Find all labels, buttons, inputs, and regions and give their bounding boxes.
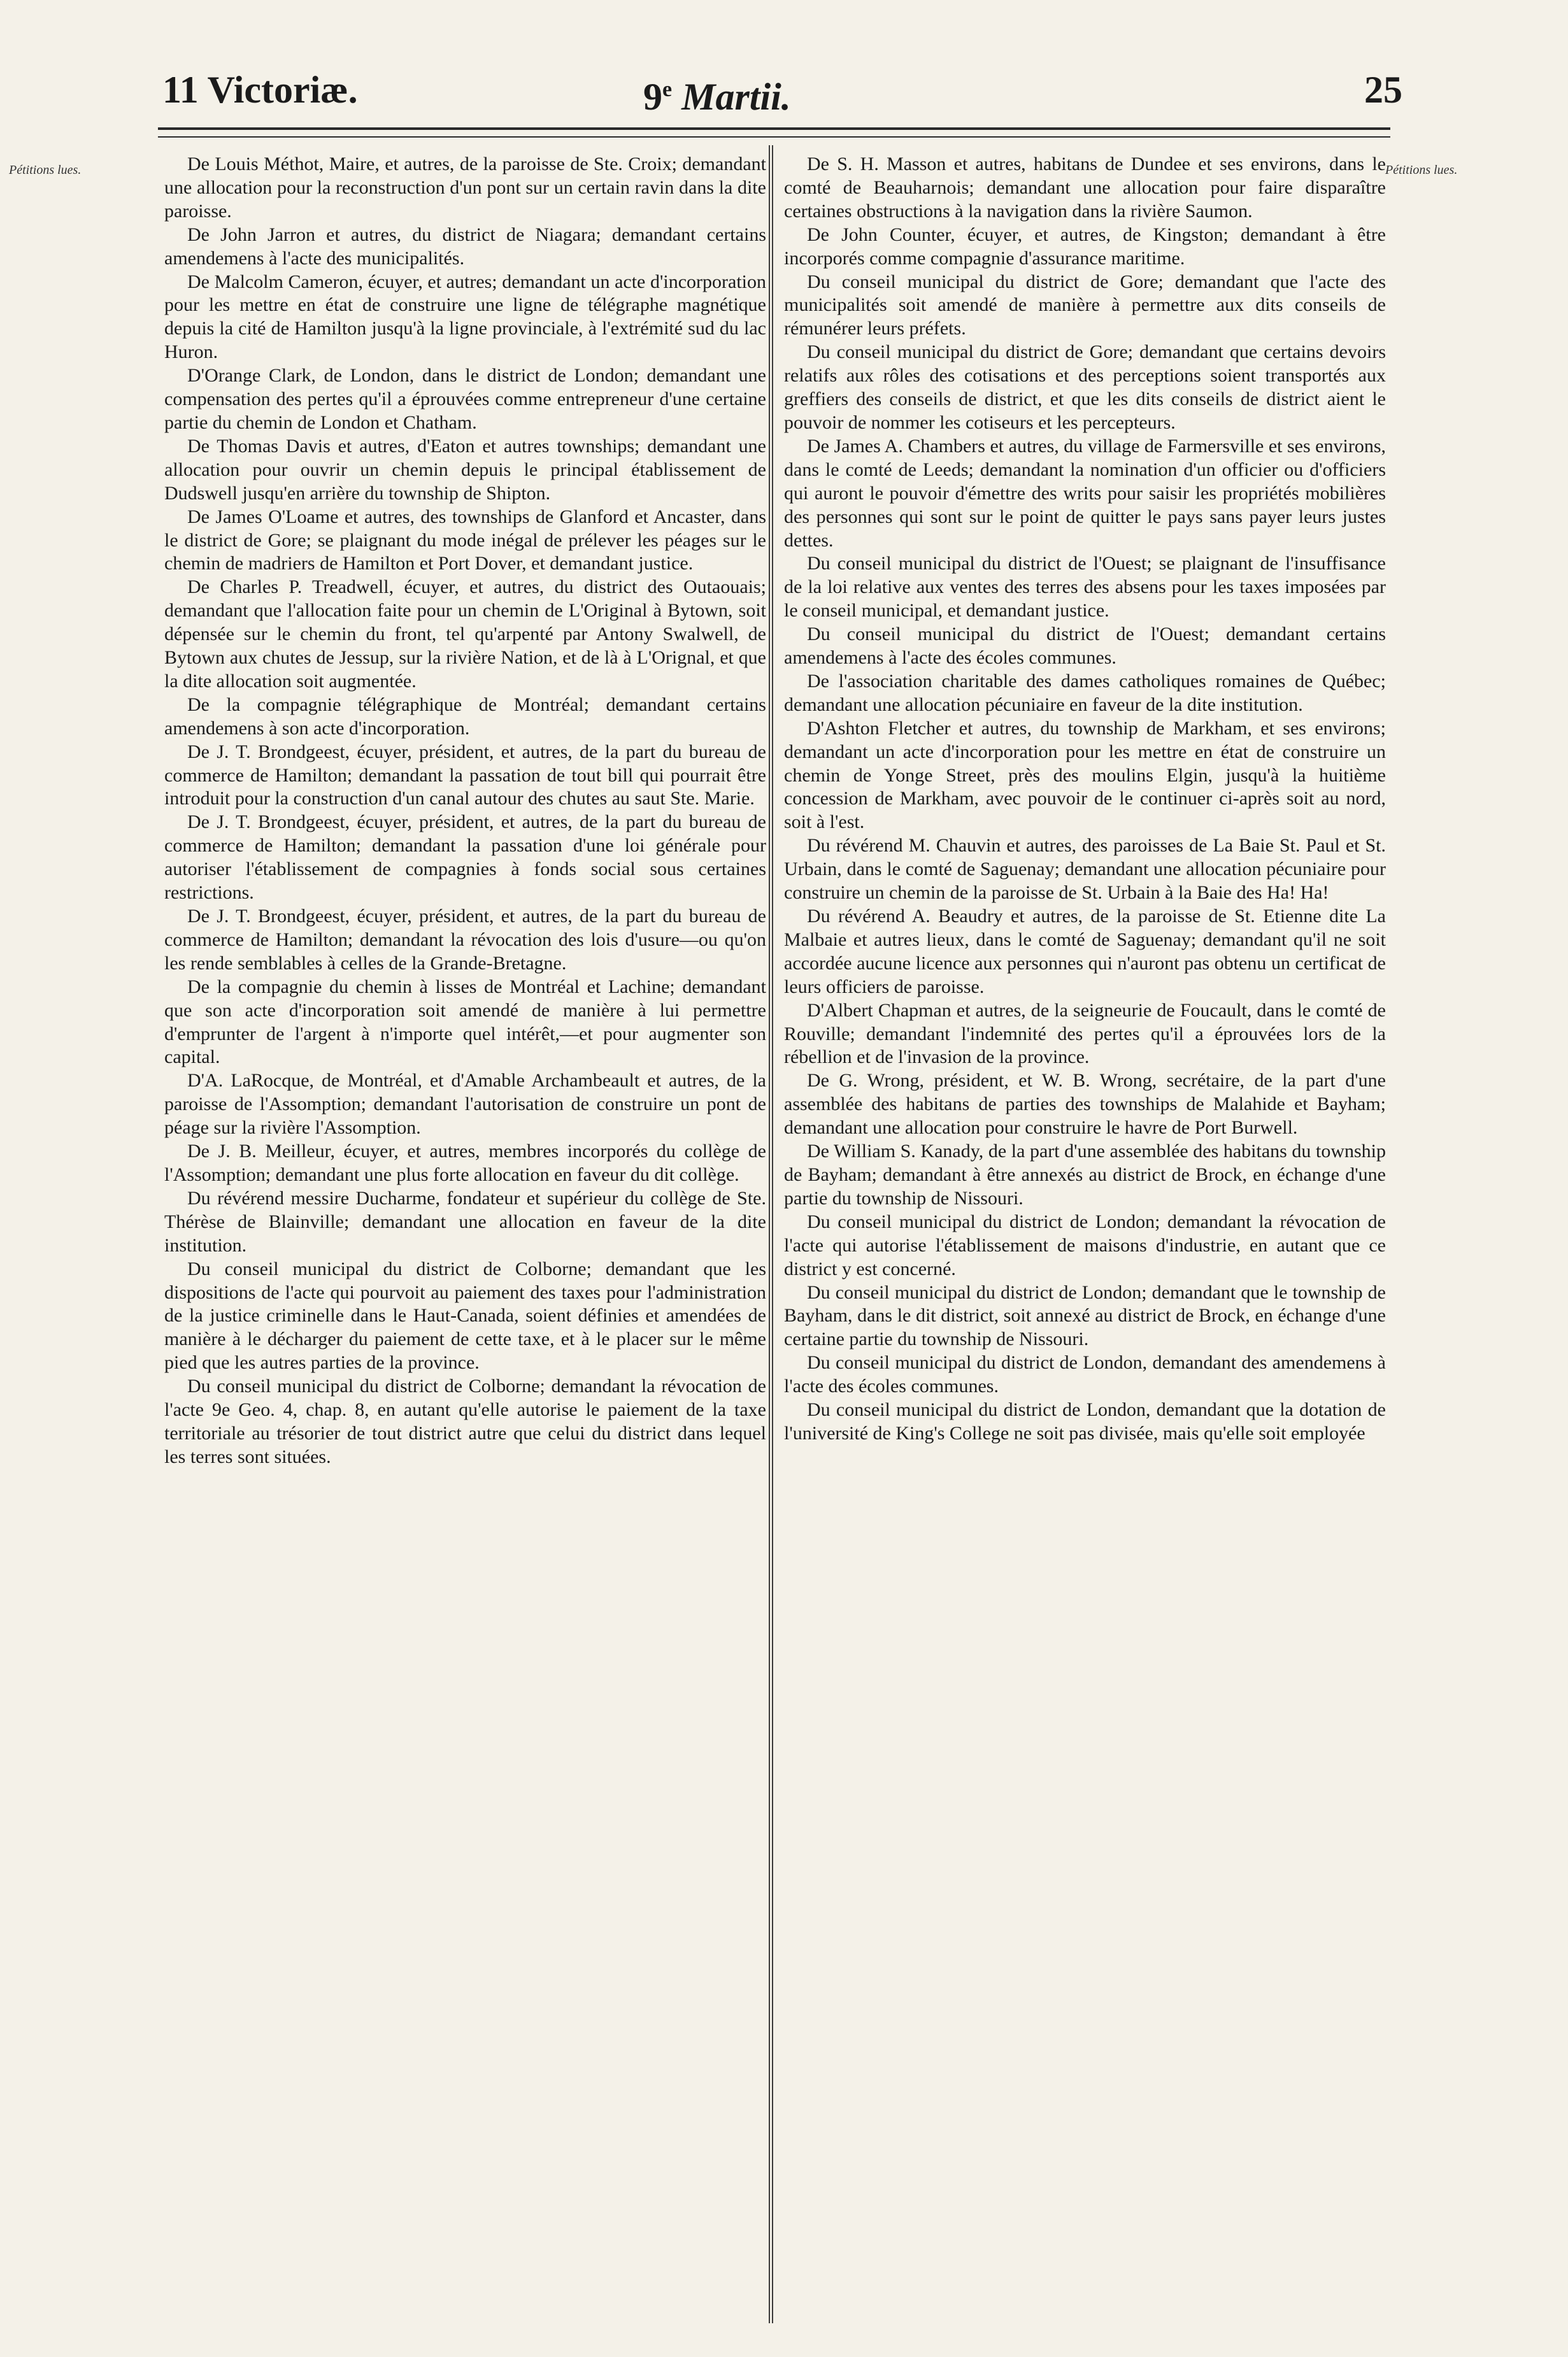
petition-entry: Du conseil municipal du district de Colborne; demandant la révocation de l'acte 9e Geo. 4, chap. 8, en autant qu'elle autorise le paiement de la taxe territoriale au trésorier de tout district autre que celui du district dans lequel les terres sont situées. <box>164 1376 766 1467</box>
petition-entry: De Thomas Davis et autres, d'Eaton et autres townships; demandant une allocation pour ouvrir un chemin depuis le principal établissement de Dudswell jusqu'en arrière du township de Shipton. <box>164 435 766 504</box>
right-column <box>784 153 1386 1446</box>
date-day: 9 <box>643 76 662 118</box>
margin-note-left: Pétitions lues. <box>9 163 82 177</box>
petition-entry: De William S. Kanady, de la part d'une assemblée des habitans du township de Bayham; demandant à être annexés au district de Brock, en échange d'une partie du township de Nissouri. <box>784 1141 1386 1209</box>
petition-entry: De Charles P. Treadwell, écuyer, et autres, du district des Outaouais; demandant que l'allocation faite pour un chemin de L'Original à Bytown, soit dépensée sur le chemin du front, tel qu'arpenté par Antony Swalwell, de Bytown aux chutes de Jessup, sur la rivière Nation, et de là à L'Orignal, et que la dite allocation soit augmentée. <box>164 576 766 692</box>
header-rule <box>158 127 1390 130</box>
date-month: Martii. <box>681 76 791 118</box>
petition-entry: Du conseil municipal du district de Gore; demandant que l'acte des municipalités soit amendé de manière à permettre aux dits conseils de rémunérer leurs préfets. <box>784 271 1386 339</box>
left-column <box>164 153 766 1469</box>
page-header <box>0 61 1568 118</box>
petition-entry: Du conseil municipal du district de London; demandant la révocation de l'acte qui autorise l'établissement de maisons d'industrie, en autant que ce district y est concerné. <box>784 1211 1386 1279</box>
petition-entry: De James A. Chambers et autres, du village de Farmersville et ses environs, dans le comté de Leeds; demandant la nomination d'un officier ou d'officiers qui auront le pouvoir d'émettre des writs pour saisir les propriétés mobilières des personnes qui sont sur le point de quitter le pays sans payer leurs justes dettes. <box>784 435 1386 551</box>
petition-entry: D'Ashton Fletcher et autres, du township de Markham, et ses environs; demandant un acte d'incorporation pour les mettre en état de construire un chemin de Yonge Street, près des moulins Elgin, jusqu'à la huitième concession de Markham, avec pouvoir de le continuer ci-après soit au nord, soit à l'est. <box>784 717 1386 833</box>
petition-entry: Du conseil municipal du district de Colborne; demandant que les dispositions de l'acte qui pourvoit au paiement des taxes pour l'administration de la justice criminelle dans le Haut-Canada, soient définies et amendées de manière à le décharger du paiement de cette taxe, et à le placer sur le même pied que les autres parties de la province. <box>164 1258 766 1374</box>
margin-note-right: Pétitions lues. <box>1385 163 1458 177</box>
petition-entry: De la compagnie télégraphique de Montréal; demandant certains amendemens à son acte d'incorporation. <box>164 694 766 739</box>
page-number: 25 <box>1364 69 1402 111</box>
petition-entry: Du conseil municipal du district de l'Ouest; demandant certains amendemens à l'acte des écoles communes. <box>784 623 1386 669</box>
petition-entry: De John Jarron et autres, du district de Niagara; demandant certains amendemens à l'acte des municipalités. <box>164 224 766 269</box>
header-rule-thin <box>158 136 1390 138</box>
date-day-suffix: e <box>662 78 673 101</box>
column-divider <box>769 145 773 2323</box>
petition-entry: Du conseil municipal du district de Gore; demandant que certains devoirs relatifs aux rôles des cotisations et des perceptions soient transportés aux greffiers des conseils de district, et que les dits conseils de district aient le pouvoir de nommer les cotiseurs et les percepteurs. <box>784 341 1386 433</box>
petition-entry: De J. T. Brondgeest, écuyer, président, et autres, de la part du bureau de commerce de Hamilton; demandant la passation d'une loi générale pour autoriser l'établissement de compagnies à fonds social sous certaines restrictions. <box>164 811 766 904</box>
petition-entry: De la compagnie du chemin à lisses de Montréal et Lachine; demandant que son acte d'incorporation soit amendé de manière à lui permettre d'emprunter de l'argent à n'importe quel intérêt,—et pour augmenter son capital. <box>164 976 766 1068</box>
petition-entry: D'Albert Chapman et autres, de la seigneurie de Foucault, dans le comté de Rouville; demandant l'indemnité des pertes qu'il a éprouvées lors de la rébellion et de l'invasion de la province. <box>784 999 1386 1068</box>
petition-entry: De J. B. Meilleur, écuyer, et autres, membres incorporés du collège de l'Assomption; demandant une plus forte allocation en faveur du dit collège. <box>164 1141 766 1185</box>
petition-entry: De J. T. Brondgeest, écuyer, président, et autres, de la part du bureau de commerce de Hamilton; demandant la révocation des lois d'usure—ou qu'on les rende semblables à celles de la Grande-Bretagne. <box>164 906 766 974</box>
petition-entry: De John Counter, écuyer, et autres, de Kingston; demandant à être incorporés comme compagnie d'assurance maritime. <box>784 224 1386 269</box>
petition-entry: De J. T. Brondgeest, écuyer, président, et autres, de la part du bureau de commerce de Hamilton; demandant la passation de tout bill qui pourrait être introduit pour la construction d'un canal autour des chutes au saut Ste. Marie. <box>164 741 766 809</box>
petition-entry: De l'association charitable des dames catholiques romaines de Québec; demandant une allocation pécuniaire en faveur de la dite institution. <box>784 670 1386 715</box>
petition-entry: Du révérend M. Chauvin et autres, des paroisses de La Baie St. Paul et St. Urbain, dans le comté de Saguenay; demandant une allocation pécuniaire pour construire un chemin de la paroisse de St. Urbain à la Baie des Ha! Ha! <box>784 835 1386 904</box>
session-date <box>643 61 791 125</box>
petition-entry: Du conseil municipal du district de London, demandant des amendemens à l'acte des écoles communes. <box>784 1352 1386 1397</box>
petition-entry: Du révérend A. Beaudry et autres, de la paroisse de St. Etienne dite La Malbaie et autres lieux, dans le comté de Saguenay; demandant qu'il ne soit accordée aucune licence aux personnes qui n'auront pas obtenu un certificat de leurs officiers de paroisse. <box>784 906 1386 997</box>
petition-entry: Du révérend messire Ducharme, fondateur et supérieur du collège de Ste. Thérèse de Blainville; demandant une allocation en faveur de la dite institution. <box>164 1187 766 1256</box>
petition-entry: Du conseil municipal du district de London; demandant que le township de Bayham, dans le dit district, soit annexé au district de Brock, en échange d'une certaine partie du township de Nissouri. <box>784 1281 1386 1350</box>
petition-entry: De James O'Loame et autres, des townships de Glanford et Ancaster, dans le district de Gore; se plaignant du mode inégal de prélever les péages sur le chemin de madriers de Hamilton et Port Dover, et demandant justice. <box>164 506 766 574</box>
petition-entry: De Malcolm Cameron, écuyer, et autres; demandant un acte d'incorporation pour les mettre en état de construire une ligne de télégraphe magnétique depuis la cité de Hamilton jusqu'à la ligne provinciale, à l'extrémité sud du lac Huron. <box>164 271 766 363</box>
petition-entry: D'Orange Clark, de London, dans le district de London; demandant une compensation des pertes qu'il a éprouvées comme entrepreneur d'une certaine partie du chemin de London et Chatham. <box>164 365 766 433</box>
petition-entry: De S. H. Masson et autres, habitans de Dundee et ses environs, dans le comté de Beauharnois; demandant une allocation pour faire disparaître certaines obstructions à la navigation dans la rivière Saumon. <box>784 153 1386 222</box>
petition-entry: Du conseil municipal du district de London, demandant que la dotation de l'université de King's College ne soit pas divisée, mais qu'elle soit employée <box>784 1399 1386 1444</box>
petition-entry: D'A. LaRocque, de Montréal, et d'Amable Archambeault et autres, de la paroisse de l'Assomption; demandant l'autorisation de construire un pont de péage sur la rivière l'Assomption. <box>164 1070 766 1139</box>
petition-entry: De Louis Méthot, Maire, et autres, de la paroisse de Ste. Croix; demandant une allocation pour la reconstruction d'un pont sur un certain ravin dans la dite paroisse. <box>164 153 766 222</box>
petition-entry: Du conseil municipal du district de l'Ouest; se plaignant de l'insuffisance de la loi relative aux ventes des terres des absens pour les taxes imposées par le conseil municipal, et demandant justice. <box>784 553 1386 622</box>
regnal-year: 11 Victoriæ. <box>162 69 358 111</box>
petition-entry: De G. Wrong, président, et W. B. Wrong, secrétaire, de la part d'une assemblée des habitans de parties des townships de Malahide et Bayham; demandant une allocation pour construire le havre de Port Burwell. <box>784 1070 1386 1139</box>
